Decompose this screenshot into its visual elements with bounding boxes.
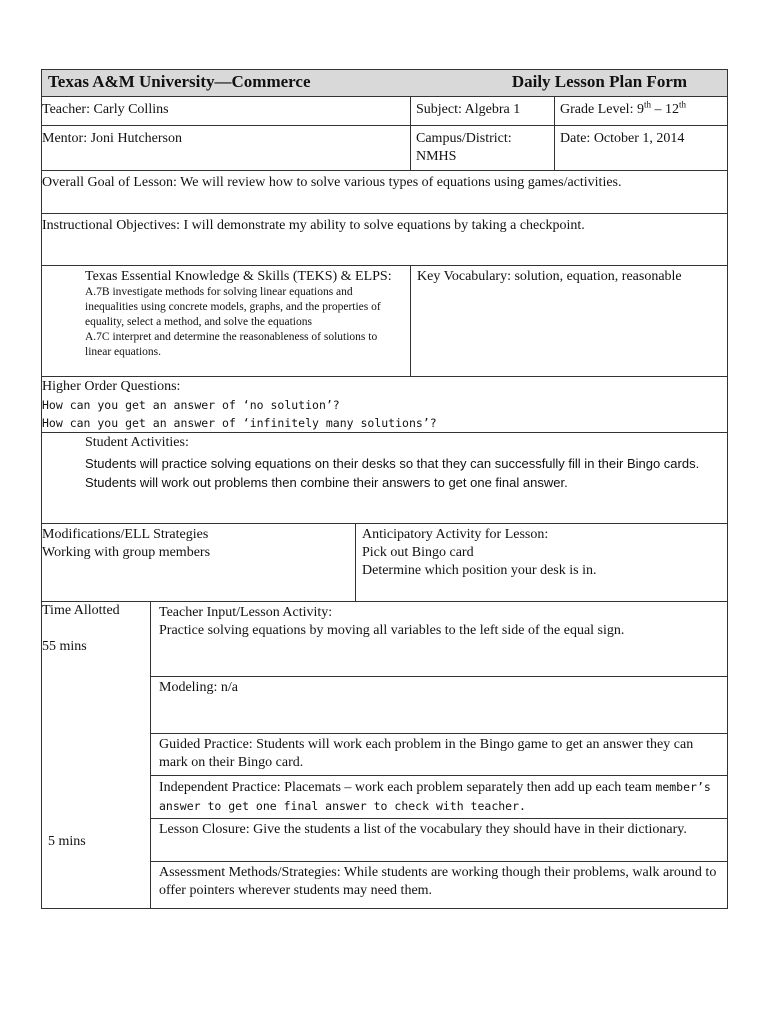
teks-row xyxy=(42,266,728,377)
goal-row xyxy=(42,171,728,214)
teacher-input-text: Practice solving equations by moving all variables to the left side of the equal sign. xyxy=(159,623,625,638)
higher-order-question-1: How can you get an answer of ‘no solution’? xyxy=(42,398,340,412)
anticipatory-line-1: Pick out Bingo card xyxy=(362,545,474,560)
grade-level-text: Grade Level: 9 xyxy=(560,102,644,117)
modifications-text: Working with group members xyxy=(42,545,211,560)
grade-sup-start: th xyxy=(643,99,651,110)
lesson-closure-text: Lesson Closure: Give the students a list of the vocabulary they should have in their dictionary. xyxy=(159,822,687,837)
guided-practice-text: Guided Practice: Students will work each problem in the Bingo game to get an answer they can mark on their Bingo card. xyxy=(159,737,694,770)
institution-name: Texas A&M University—Commerce xyxy=(48,72,311,91)
student-activities-heading: Student Activities: xyxy=(85,435,189,450)
overall-goal: Overall Goal of Lesson: We will review how to solve various types of equations using games/activities. xyxy=(42,175,622,190)
higher-order-heading: Higher Order Questions: xyxy=(42,379,181,394)
campus-field: Campus/District: NMHS xyxy=(416,131,512,164)
modeling-text: Modeling: n/a xyxy=(159,680,238,695)
anticipatory-heading: Anticipatory Activity for Lesson: xyxy=(362,527,549,542)
objectives-row xyxy=(42,214,728,266)
instructional-objectives: Instructional Objectives: I will demonstrate my ability to solve equations by taking a checkpoint. xyxy=(42,218,585,233)
mentor-row xyxy=(42,126,728,171)
time-allotted-cell xyxy=(42,602,151,909)
anticipatory-line-2: Determine which position your desk is in. xyxy=(362,563,597,578)
modifications-row xyxy=(42,524,728,602)
independent-practice-text: Independent Practice: Placemats – work each problem separately then add up each team xyxy=(159,780,656,795)
teks-standard-a7c: A.7C interpret and determine the reasonableness of solutions to linear equations. xyxy=(85,331,378,358)
subject-field: Subject: Algebra 1 xyxy=(416,102,521,117)
time-first-block: 55 mins xyxy=(42,639,87,654)
teacher-input-row xyxy=(42,602,728,677)
teks-heading: Texas Essential Knowledge & Skills (TEKS) & ELPS: xyxy=(85,269,392,284)
mentor-field: Mentor: Joni Hutcherson xyxy=(42,131,182,146)
teacher-row xyxy=(42,97,728,126)
date-field: Date: October 1, 2014 xyxy=(560,131,685,146)
grade-sup-end: th xyxy=(678,99,686,110)
student-activities-row xyxy=(42,433,728,524)
teacher-field: Teacher: Carly Collins xyxy=(42,102,169,117)
key-vocabulary: Key Vocabulary: solution, equation, reasonable xyxy=(417,269,682,284)
grade-level-range: – 12 xyxy=(650,102,679,117)
assessment-text: Assessment Methods/Strategies: While students are working though their problems, walk around to offer pointers wherever students may need them. xyxy=(159,865,717,898)
teks-standard-a7b: A.7B investigate methods for solving linear equations and inequalities using concrete models, graphs, and the properties of equality, select a method, and solve the equations xyxy=(85,286,381,328)
higher-order-row xyxy=(42,377,728,433)
lesson-plan-form xyxy=(41,69,728,909)
higher-order-question-2: How can you get an answer of ‘infinitely many solutions’? xyxy=(42,416,437,430)
form-title: Daily Lesson Plan Form xyxy=(511,72,688,91)
independent-practice-text-cont: member’s answer to get one final answer to check with teacher. xyxy=(159,780,711,813)
time-allotted-heading: Time Allotted xyxy=(42,603,120,618)
modifications-heading: Modifications/ELL Strategies xyxy=(42,527,209,542)
teacher-input-heading: Teacher Input/Lesson Activity: xyxy=(159,605,333,620)
student-activities-text: Students will practice solving equations on their desks so that they can successfully fill in their Bingo cards. Students will work out problems then combine their answers to get one final answer. xyxy=(85,456,700,490)
time-second-block: 5 mins xyxy=(48,834,86,849)
form-header-row xyxy=(42,70,728,97)
grade-level-field xyxy=(555,97,728,126)
